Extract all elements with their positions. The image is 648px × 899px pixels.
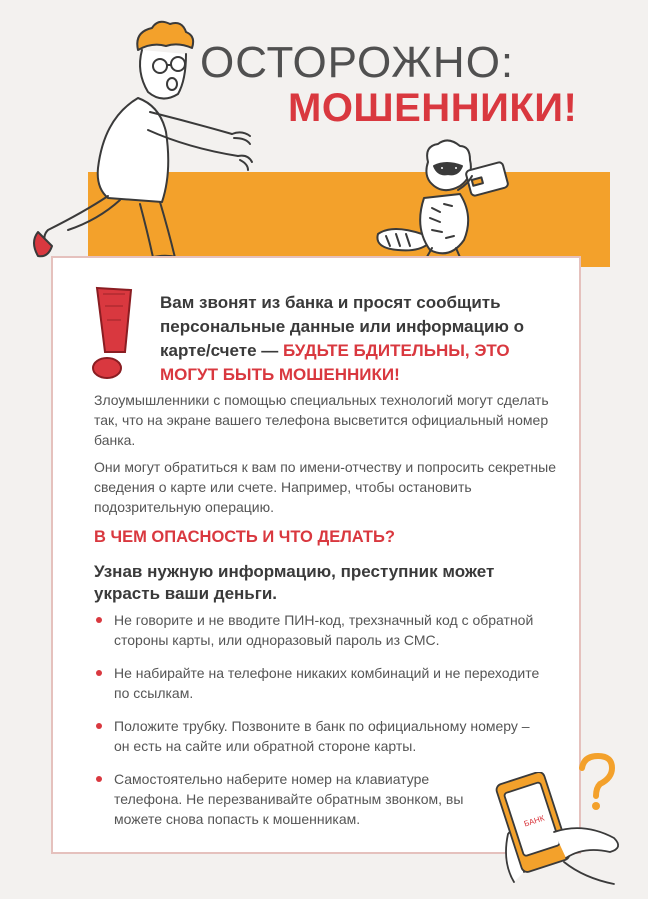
raccoon-thief-illustration	[372, 138, 522, 268]
section-subheading: Узнав нужную информацию, преступник может украсть ваши деньги.	[94, 562, 495, 603]
intro-text	[160, 291, 540, 387]
tip-text: Самостоятельно наберите номер на клавиатуре телефона. Не перезванивайте обратным звонком, вы можете снова попасть к мошенникам.	[114, 771, 464, 827]
paragraph-1: Злоумышленники с помощью специальных технологий могут сделать так, что на экране вашего телефона высветится официальный номер банка.	[94, 392, 549, 448]
bullet-dot	[96, 670, 102, 676]
paragraph-2: Они могут обратиться к вам по имени-отчеству и попросить секретные сведения о карте или счете. Например, чтобы остановить подозрительную операцию.	[94, 459, 556, 515]
tip-text: Не набирайте на телефоне никаких комбинаций и не переходите по ссылкам.	[114, 665, 540, 701]
phone-label: БАНК	[522, 813, 546, 829]
list-item	[94, 610, 544, 650]
list-item	[94, 716, 544, 756]
tip-text: Положите трубку. Позвоните в банк по официальному номеру – он есть на сайте или обратной стороне карты.	[114, 718, 530, 754]
intro-main: Вам звонят из банка и просят сообщить персональные данные или информацию о карте/счете —	[160, 293, 525, 360]
phone-in-hand-icon	[494, 772, 634, 896]
bullet-dot	[96, 617, 102, 623]
bullet-dot	[96, 723, 102, 729]
intro-highlight: БУДЬТЕ БДИТЕЛЬНЫ, ЭТО МОГУТ БЫТЬ МОШЕННИКИ!	[160, 341, 510, 384]
section-heading: В ЧЕМ ОПАСНОСТЬ И ЧТО ДЕЛАТЬ?	[94, 528, 395, 546]
title-line-2: МОШЕННИКИ!	[288, 86, 578, 130]
list-item	[94, 769, 494, 829]
bullet-dot	[96, 776, 102, 782]
exclamation-icon	[85, 286, 139, 386]
tips-list	[94, 610, 544, 842]
list-item	[94, 663, 544, 703]
title-line-1: ОСТОРОЖНО:	[200, 38, 515, 87]
tip-text: Не говорите и не вводите ПИН-код, трехзначный код с обратной стороны карты, или одноразовый пароль из СМС.	[114, 612, 534, 648]
